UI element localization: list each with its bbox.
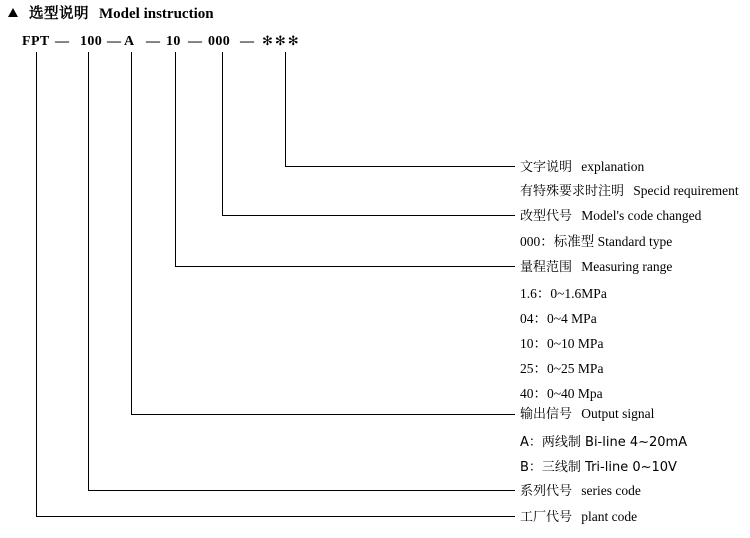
callout-label-modelcode bbox=[520, 208, 701, 224]
callout-range-en: Measuring range bbox=[581, 259, 673, 274]
callout-range-cn: 量程范围 bbox=[520, 260, 573, 275]
callout-note-explanation bbox=[520, 183, 739, 199]
callout-explanation-note-cn: 有特殊要求时注明 bbox=[520, 184, 625, 199]
code-segment-plant: FPT bbox=[22, 34, 50, 49]
callout-explanation-en: explanation bbox=[581, 159, 645, 174]
code-dash-5: — bbox=[240, 34, 254, 49]
page-title bbox=[8, 2, 214, 23]
callout-sub-output-0 bbox=[520, 434, 687, 450]
callout-series-en: series code bbox=[581, 483, 641, 498]
leader-line-series-vertical bbox=[88, 52, 89, 490]
callout-sub-range-2: 10：0~10 MPa bbox=[520, 336, 604, 351]
callout-explanation-note-en: Specid requirement bbox=[633, 183, 739, 198]
code-dash-3: — bbox=[146, 34, 160, 49]
code-segment-stars: ✻✻✻ bbox=[262, 34, 301, 49]
leader-line-range-vertical bbox=[175, 52, 176, 266]
callout-sub-modelcode-0: 000：标准型 Standard type bbox=[520, 234, 673, 249]
callout-sub-range-4: 40：0~40 Mpa bbox=[520, 386, 603, 401]
code-segment-output: A bbox=[124, 34, 135, 49]
callout-explanation-cn: 文字说明 bbox=[520, 160, 573, 175]
callout-label-range bbox=[520, 259, 672, 275]
callout-output-cn: 输出信号 bbox=[520, 407, 573, 422]
leader-line-series-horizontal bbox=[88, 490, 515, 491]
code-dash-2: — bbox=[107, 34, 121, 49]
callout-plant-cn: 工厂代号 bbox=[520, 510, 573, 525]
triangle-bullet-icon bbox=[8, 8, 18, 17]
callout-label-plant bbox=[520, 509, 637, 525]
leader-line-plant-horizontal bbox=[36, 516, 515, 517]
callout-modelcode-cn: 改型代号 bbox=[520, 209, 573, 224]
callout-plant-en: plant code bbox=[581, 509, 638, 524]
callout-sub-output-1 bbox=[520, 459, 677, 475]
leader-line-plant-vertical bbox=[36, 52, 37, 516]
callout-modelcode-en: Model's code changed bbox=[581, 208, 702, 223]
leader-line-modelcode-horizontal bbox=[222, 215, 515, 216]
callout-sub-range-1: 04：0~4 MPa bbox=[520, 311, 597, 326]
callout-output-en: Output signal bbox=[581, 406, 655, 421]
callout-series-cn: 系列代号 bbox=[520, 484, 573, 499]
leader-line-output-vertical bbox=[131, 52, 132, 414]
callout-sub-range-0: 1.6：0~1.6MPa bbox=[520, 286, 607, 301]
callout-label-series bbox=[520, 483, 641, 499]
callout-output-sub1-text: B：三线制 Tri-line 0~10V bbox=[520, 460, 677, 475]
leader-line-explanation-vertical bbox=[285, 52, 286, 166]
leader-line-output-horizontal bbox=[131, 414, 515, 415]
leader-line-modelcode-vertical bbox=[222, 52, 223, 215]
callout-sub-range-3: 25：0~25 MPa bbox=[520, 361, 604, 376]
callout-label-explanation bbox=[520, 159, 644, 175]
page-title-en: Model instruction bbox=[99, 6, 214, 22]
code-dash-4: — bbox=[188, 34, 202, 49]
code-segment-series: 100 bbox=[80, 34, 103, 49]
code-dash-1: — bbox=[55, 34, 69, 49]
leader-line-explanation-horizontal bbox=[285, 166, 515, 167]
page-title-cn: 选型说明 bbox=[29, 6, 89, 22]
callout-output-sub0-text: A：两线制 Bi-line 4~20mA bbox=[520, 435, 688, 450]
code-segment-range: 10 bbox=[166, 34, 181, 49]
code-segment-modelmod: 000 bbox=[208, 34, 231, 49]
leader-line-range-horizontal bbox=[175, 266, 515, 267]
callout-label-output bbox=[520, 406, 654, 422]
